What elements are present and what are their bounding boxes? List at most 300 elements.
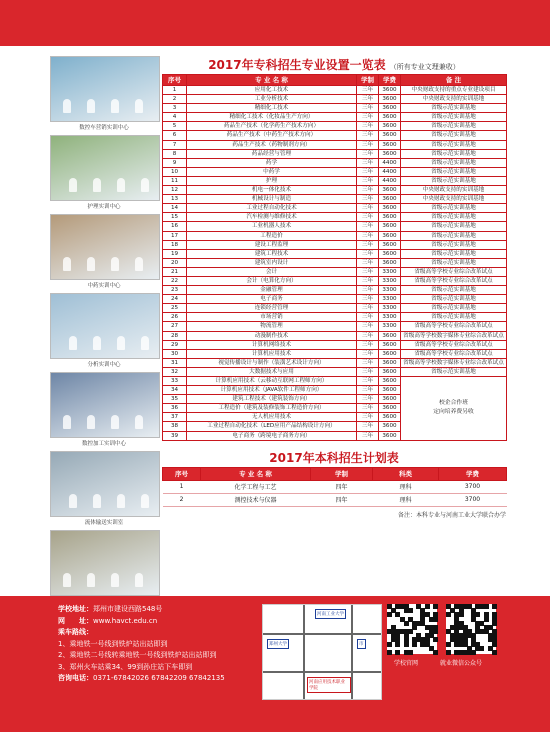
table-cell: 27	[163, 322, 187, 331]
table-row	[163, 231, 507, 240]
table-cell: 精细化工技术（化妆品生产方向）	[187, 113, 357, 122]
table-cell: 11	[163, 176, 187, 185]
table-cell: 三年	[357, 276, 379, 285]
table-cell: 3600	[379, 122, 401, 131]
specialty-table	[162, 74, 507, 441]
table-cell: 药品经营与管理	[187, 149, 357, 158]
map-label-hngydx: 河南工业大学	[315, 609, 346, 619]
table-cell: 32	[163, 367, 187, 376]
table-cell: 34	[163, 386, 187, 395]
qr-module	[395, 650, 400, 655]
table-cell: 无人机应用技术	[187, 413, 357, 422]
table-cell: 市场营销	[187, 313, 357, 322]
photo-figure	[93, 494, 101, 508]
qr-module	[408, 608, 413, 613]
table-cell: 9	[163, 158, 187, 167]
photo-figure	[111, 573, 119, 587]
table-cell: 3300	[379, 276, 401, 285]
photo-figure	[87, 415, 95, 429]
table-row	[163, 340, 507, 349]
map-label-shi: 市	[357, 639, 366, 649]
table-cell: 3300	[379, 295, 401, 304]
table-row	[163, 258, 507, 267]
table-cell: 省级示范实训基地	[401, 158, 507, 167]
table-row	[163, 122, 507, 131]
table-row	[163, 249, 507, 258]
table-cell: 省级高等学校专业综合改革试点	[401, 340, 507, 349]
table-cell: 3600	[379, 204, 401, 213]
table-cell: 14	[163, 204, 187, 213]
table-cell: 建筑工程技术（建筑装饰方向）	[187, 395, 357, 404]
qr-module	[412, 642, 417, 647]
photo-figure	[117, 178, 125, 192]
table-cell: 18	[163, 240, 187, 249]
table-cell: 三年	[357, 213, 379, 222]
table-row	[163, 480, 507, 493]
table-cell: 计算机网络技术	[187, 340, 357, 349]
table-cell: 3300	[379, 286, 401, 295]
photo-figure	[63, 573, 71, 587]
table-cell: 3300	[379, 267, 401, 276]
table-cell: 30	[163, 349, 187, 358]
table-cell: 工业过程自动化技术	[187, 204, 357, 213]
table-cell: 省级示范实训基地	[401, 295, 507, 304]
table-row	[163, 222, 507, 231]
table-cell: 中央财政支持的实训基地	[401, 195, 507, 204]
table-cell: 8	[163, 149, 187, 158]
table-cell: 1	[163, 86, 187, 95]
qr-module	[395, 642, 400, 647]
photo-figure	[141, 494, 149, 508]
table-cell: 药品生产技术（药物制剂方向）	[187, 140, 357, 149]
table-cell: 三年	[357, 231, 379, 240]
table-cell: 电子商务	[187, 295, 357, 304]
table-cell: 28	[163, 331, 187, 340]
photo-figure	[63, 99, 71, 113]
qr-module	[387, 612, 392, 617]
table-row	[163, 95, 507, 104]
table1-title-note: （所有专业文理兼收）	[389, 63, 460, 71]
table-cell: 6	[163, 131, 187, 140]
table-cell: 三年	[357, 295, 379, 304]
photo-caption: 数控车营销实训中心	[79, 125, 129, 131]
photo-figure	[63, 415, 71, 429]
address-value: 郑州市建设西路548号	[93, 605, 163, 613]
qr-module	[484, 604, 489, 609]
table-cell: 3600	[379, 195, 401, 204]
table-row	[163, 313, 507, 322]
phone-label: 咨询电话：	[58, 674, 93, 682]
qr-module	[433, 650, 438, 655]
table1-title	[162, 56, 506, 74]
table-cell: 3600	[379, 349, 401, 358]
photo-figure	[111, 415, 119, 429]
table-cell: 省级示范实训基地	[401, 249, 507, 258]
table-cell: 23	[163, 286, 187, 295]
photo-1	[50, 56, 160, 122]
table-cell: 3600	[379, 113, 401, 122]
table-cell: 13	[163, 195, 187, 204]
photo-7	[50, 530, 160, 596]
table-cell: 3600	[379, 86, 401, 95]
table-cell: 省级示范实训基地	[401, 286, 507, 295]
table-cell: 17	[163, 231, 187, 240]
table-row	[163, 158, 507, 167]
table-cell: 药品生产技术（中药生产技术方向）	[187, 131, 357, 140]
table-cell: 20	[163, 258, 187, 267]
table-cell: 工程造价	[187, 231, 357, 240]
table1-header-cell: 序号	[163, 75, 187, 86]
route-2: 2、乘地铁二号线转乘地铁一号线到铁炉站出站即到	[58, 651, 217, 659]
table-cell: 中药学	[187, 167, 357, 176]
table-cell: 31	[163, 358, 187, 367]
table-row	[163, 276, 507, 285]
table-row	[163, 322, 507, 331]
table-cell: 3600	[379, 377, 401, 386]
table-cell: 工程造价（建筑及装修装饰工程造价方向）	[187, 404, 357, 413]
table-cell: 动漫制作技术	[187, 331, 357, 340]
table-cell: 3600	[379, 340, 401, 349]
table-cell: 3600	[379, 413, 401, 422]
map-road-h2	[263, 671, 381, 673]
table-cell: 3300	[379, 322, 401, 331]
table-cell: 三年	[357, 358, 379, 367]
table-row	[163, 349, 507, 358]
table-cell: 3300	[379, 304, 401, 313]
table1-header-cell: 学费	[379, 75, 401, 86]
table-cell: 四年	[311, 480, 373, 493]
table-cell: 三年	[357, 86, 379, 95]
photo-column	[50, 56, 158, 609]
table-cell: 连锁经营管理	[187, 304, 357, 313]
table2-header-cell: 专 业 名 称	[201, 467, 311, 480]
photo-figure	[63, 257, 71, 271]
photo-caption: 中药实训中心	[87, 283, 121, 289]
table-row	[163, 267, 507, 276]
table-row	[163, 104, 507, 113]
table-row	[163, 331, 507, 340]
table-cell: 三年	[357, 140, 379, 149]
table-cell: 会计（电算化方向）	[187, 276, 357, 285]
table-row	[163, 358, 507, 367]
table-cell: 省级示范实训基地	[401, 204, 507, 213]
website-link[interactable]: www.havct.edu.cn	[93, 616, 158, 625]
route-label: 乘车路线：	[58, 628, 93, 636]
photo-figure	[69, 336, 77, 350]
photo-figure	[135, 415, 143, 429]
table-cell: 16	[163, 222, 187, 231]
table-cell: 三年	[357, 149, 379, 158]
route-1: 1、乘地铁一号线到铁炉站出站即到	[58, 639, 168, 648]
table-row	[163, 195, 507, 204]
table-cell: 10	[163, 167, 187, 176]
table-cell: 三年	[357, 240, 379, 249]
website-label: 网 址：	[58, 616, 93, 625]
table-cell: 4400	[379, 176, 401, 185]
table-cell: 三年	[357, 377, 379, 386]
table-cell: 建筑工程技术	[187, 249, 357, 258]
photo-figure	[87, 573, 95, 587]
qr-module	[387, 642, 392, 647]
map-road-v2	[351, 605, 353, 699]
qr-module	[446, 650, 451, 655]
table-cell: 三年	[357, 158, 379, 167]
table-row	[163, 86, 507, 95]
map-label-zzdx: 郑州大学	[267, 639, 289, 649]
table-cell: 计算机应用技术	[187, 349, 357, 358]
photo-3	[50, 214, 160, 280]
table-cell: 四年	[311, 493, 373, 506]
table-cell: 省级示范实训基地	[401, 131, 507, 140]
table-cell: 药品生产技术（化学药生产技术方向）	[187, 122, 357, 131]
photo-figure	[87, 257, 95, 271]
website-line	[58, 616, 258, 628]
table-cell: 12	[163, 186, 187, 195]
table1-title-text: 2017年专科招生专业设置一览表	[208, 58, 386, 72]
photo-4	[50, 293, 160, 359]
table-cell: 三年	[357, 367, 379, 376]
table-cell: 3600	[379, 249, 401, 258]
photo-figure	[93, 336, 101, 350]
table-cell: 省级示范实训基地	[401, 113, 507, 122]
table-cell: 应用化工技术	[187, 86, 357, 95]
photo-figure	[141, 336, 149, 350]
table-cell: 三年	[357, 258, 379, 267]
table-cell: 三年	[357, 304, 379, 313]
table-cell: 省级示范实训基地	[401, 304, 507, 313]
table-cell: 三年	[357, 349, 379, 358]
table-cell: 机械设计与制造	[187, 195, 357, 204]
table-cell: 视觉传播设计与制作（装潢艺术设计方向）	[187, 358, 357, 367]
qr-module	[492, 604, 497, 609]
qr-module	[387, 650, 392, 655]
table-cell: 省级示范实训基地	[401, 176, 507, 185]
table-row	[163, 213, 507, 222]
table-cell: 省级示范实训基地	[401, 213, 507, 222]
qr-module	[479, 646, 484, 651]
table-cell: 省级高等学校数字媒体专业综合改革试点	[401, 331, 507, 340]
table-row	[163, 240, 507, 249]
table-cell: 7	[163, 140, 187, 149]
qr-caption-website: 学校官网	[394, 660, 419, 667]
table-cell: 3700	[439, 493, 507, 506]
table-cell: 省级示范实训基地	[401, 122, 507, 131]
photo-figure	[117, 494, 125, 508]
table-cell: 理科	[373, 480, 439, 493]
table-cell: 省级示范实训基地	[401, 231, 507, 240]
table-cell: 三年	[357, 267, 379, 276]
photo-2	[50, 135, 160, 201]
photo-caption: 数控加工实训中心	[81, 441, 126, 447]
table-row	[163, 204, 507, 213]
table-cell: 29	[163, 340, 187, 349]
table-cell: 金融管理	[187, 286, 357, 295]
table-cell: 三年	[357, 104, 379, 113]
table-cell: 1	[163, 480, 201, 493]
table-row	[163, 493, 507, 506]
qr-module	[492, 650, 497, 655]
table-cell: 3600	[379, 422, 401, 431]
table-cell: 三年	[357, 204, 379, 213]
table-cell: 汽车检测与维修技术	[187, 213, 357, 222]
table-cell: 4400	[379, 158, 401, 167]
table-cell: 3600	[379, 386, 401, 395]
table-cell: 精细化工技术	[187, 104, 357, 113]
table1-header-cell: 专 业 名 称	[187, 75, 357, 86]
table-cell: 三年	[357, 167, 379, 176]
table-cell: 三年	[357, 131, 379, 140]
qr-module	[433, 604, 438, 609]
merged-note-line: 定向培养费另收	[433, 409, 474, 416]
undergrad-table	[162, 467, 507, 507]
table-cell: 中央财政支持的实训基地	[401, 95, 507, 104]
table-cell: 26	[163, 313, 187, 322]
table-cell: 25	[163, 304, 187, 313]
qr-code-wechat	[446, 604, 496, 654]
table-cell: 3600	[379, 358, 401, 367]
qr-module	[433, 617, 438, 622]
photo-figure	[69, 494, 77, 508]
footer-band	[0, 596, 550, 732]
merged-note-cell	[401, 377, 507, 441]
photo-5	[50, 372, 160, 438]
table-cell: 三年	[357, 249, 379, 258]
photo-caption: 流体输送实训室	[84, 520, 124, 526]
table-cell: 会计	[187, 267, 357, 276]
table-row	[163, 367, 507, 376]
table-cell: 3600	[379, 395, 401, 404]
table1-header-cell: 备 注	[401, 75, 507, 86]
photo-figure	[117, 336, 125, 350]
table-cell: 38	[163, 422, 187, 431]
qr-code-website	[387, 604, 437, 654]
contact-info	[58, 604, 258, 685]
table-cell: 省级示范实训基地	[401, 222, 507, 231]
table-cell: 三年	[357, 395, 379, 404]
table-cell: 三年	[357, 431, 379, 440]
location-map	[262, 604, 382, 700]
phone-value: 0371-67842026 67842209 67842135	[93, 674, 225, 682]
photo-6	[50, 451, 160, 517]
table-cell: 21	[163, 267, 187, 276]
table-cell: 3600	[379, 240, 401, 249]
qr-module	[404, 642, 409, 647]
table-cell: 3700	[439, 480, 507, 493]
photo-figure	[111, 99, 119, 113]
table-cell: 三年	[357, 340, 379, 349]
photo-caption: 护理实训中心	[87, 204, 121, 210]
table-cell: 省级示范实训基地	[401, 140, 507, 149]
table-cell: 省级高等学校专业综合改革试点	[401, 276, 507, 285]
table-cell: 3600	[379, 186, 401, 195]
table2-title: 2017年本科招生计划表	[269, 450, 399, 465]
table2-header-cell: 学费	[439, 467, 507, 480]
table-cell: 4400	[379, 167, 401, 176]
table-cell: 5	[163, 122, 187, 131]
table-cell: 三年	[357, 313, 379, 322]
photo-figure	[135, 257, 143, 271]
table-cell: 计算机应用技术（云移动互联网工程师方向）	[187, 377, 357, 386]
photo-figure	[141, 178, 149, 192]
table-cell: 省级示范实训基地	[401, 167, 507, 176]
qr-module	[404, 621, 409, 626]
table-cell: 3600	[379, 140, 401, 149]
table-cell: 3600	[379, 222, 401, 231]
table-cell: 3600	[379, 95, 401, 104]
qr-module	[446, 642, 451, 647]
table2-footnote: 备注：本科专业与河南工业大学联合办学	[397, 511, 506, 519]
table-row	[163, 286, 507, 295]
table-row	[163, 113, 507, 122]
table2-header-cell: 序号	[163, 467, 201, 480]
table-row	[163, 149, 507, 158]
photo-figure	[69, 178, 77, 192]
table-cell: 3600	[379, 331, 401, 340]
table-cell: 省级高等学校数字媒体专业综合改革试点	[401, 358, 507, 367]
table-row	[163, 140, 507, 149]
table-row	[163, 176, 507, 185]
table-cell: 测控技术与仪器	[201, 493, 311, 506]
photo-caption: 分析实训中心	[87, 362, 121, 368]
table-cell: 省级示范实训基地	[401, 367, 507, 376]
table-cell: 省级高等学校专业综合改革试点	[401, 322, 507, 331]
table-cell: 中央财政支持的重点专业建设项目	[401, 86, 507, 95]
table-cell: 护理	[187, 176, 357, 185]
qr-module	[446, 612, 451, 617]
table-cell: 工业分析技术	[187, 95, 357, 104]
table2-header-cell: 科类	[373, 467, 439, 480]
table-cell: 37	[163, 413, 187, 422]
table-cell: 3600	[379, 104, 401, 113]
table-cell: 省级示范实训基地	[401, 149, 507, 158]
table-cell: 4	[163, 113, 187, 122]
table-cell: 33	[163, 377, 187, 386]
table-cell: 三年	[357, 422, 379, 431]
merged-note-line: 校企合作班	[439, 400, 468, 407]
photo-figure	[135, 573, 143, 587]
route-3: 3、郑州火车站乘34、99到孙庄站下车即到	[58, 662, 193, 671]
table-cell: 药学	[187, 158, 357, 167]
table-cell: 3600	[379, 131, 401, 140]
table-cell: 3600	[379, 431, 401, 440]
main-content	[162, 56, 506, 519]
table-cell: 三年	[357, 122, 379, 131]
table-cell: 大数据技术与应用	[187, 367, 357, 376]
table-cell: 理科	[373, 493, 439, 506]
table-cell: 工业机器人技术	[187, 222, 357, 231]
table-cell: 三年	[357, 95, 379, 104]
table-cell: 3600	[379, 404, 401, 413]
table-cell: 省级高等学校专业综合改革试点	[401, 267, 507, 276]
photo-figure	[93, 178, 101, 192]
table-cell: 3600	[379, 231, 401, 240]
table-cell: 3	[163, 104, 187, 113]
table-cell: 2	[163, 95, 187, 104]
address-line	[58, 604, 258, 616]
table-cell: 省级示范实训基地	[401, 104, 507, 113]
table-cell: 三年	[357, 113, 379, 122]
table-row	[163, 131, 507, 140]
table-cell: 机电一体化技术	[187, 186, 357, 195]
table-cell: 24	[163, 295, 187, 304]
table-row	[163, 167, 507, 176]
table-cell: 建筑室内设计	[187, 258, 357, 267]
table-cell: 省级示范实训基地	[401, 240, 507, 249]
table-cell: 三年	[357, 331, 379, 340]
table-cell: 物流管理	[187, 322, 357, 331]
table-cell: 省级示范实训基地	[401, 313, 507, 322]
map-road-v1	[303, 605, 305, 699]
